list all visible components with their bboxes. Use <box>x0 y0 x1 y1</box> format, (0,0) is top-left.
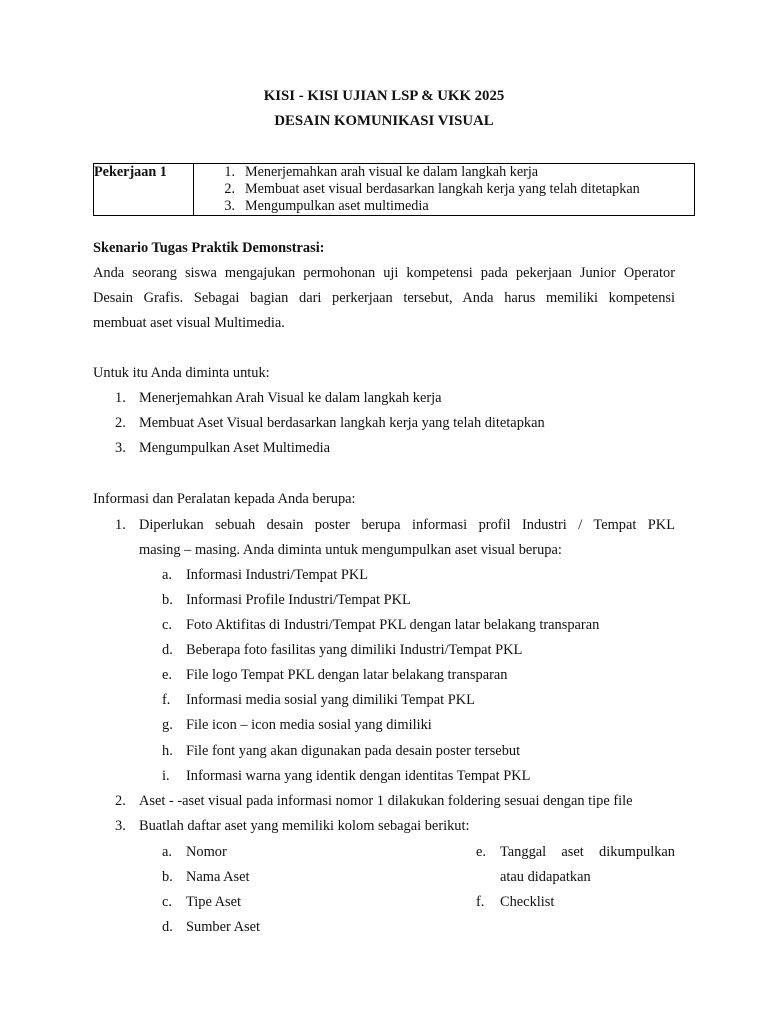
info-number: 1. <box>115 517 126 533</box>
column-text: atau didapatkan <box>500 869 591 885</box>
column-letter: b. <box>162 869 173 885</box>
column-letter: f. <box>476 894 485 910</box>
subitem-letter: h. <box>162 743 173 759</box>
task-number: 1. <box>115 390 126 406</box>
subitem-text: Beberapa foto fasilitas yang dimiliki Industri/Tempat PKL <box>186 642 523 658</box>
subitem-text: File font yang akan digunakan pada desain poster tersebut <box>186 743 521 759</box>
column-text: Tipe Aset <box>186 894 242 910</box>
job-item-text: Mengumpulkan aset multimedia <box>245 198 429 214</box>
column-text: Sumber Aset <box>186 919 260 935</box>
job-item <box>194 198 694 215</box>
job-item <box>194 181 694 198</box>
subitem-text: Informasi Profile Industri/Tempat PKL <box>186 592 411 608</box>
column-text: Nomor <box>186 844 227 860</box>
info-number: 3. <box>115 818 126 834</box>
job-item-number: 3. <box>224 198 235 214</box>
column-text: Nama Aset <box>186 869 250 885</box>
job-item-number: 1. <box>224 164 235 180</box>
column-text: Tanggal aset dikumpulkan <box>500 844 675 860</box>
task-number: 3. <box>115 440 126 456</box>
task-number: 2. <box>115 415 126 431</box>
info-text: Buatlah daftar aset yang memiliki kolom sebagai berikut: <box>139 818 470 834</box>
job-item-text: Menerjemahkan arah visual ke dalam langkah kerja <box>245 164 539 180</box>
subitem-letter: c. <box>162 617 172 633</box>
subitem-text: File icon – icon media sosial yang dimiliki <box>186 717 432 733</box>
subitem-letter: b. <box>162 592 173 608</box>
task-text: Membuat Aset Visual berdasarkan langkah kerja yang telah ditetapkan <box>139 415 545 431</box>
subitem-text: Foto Aktifitas di Industri/Tempat PKL dengan latar belakang transparan <box>186 617 600 633</box>
task-text: Mengumpulkan Aset Multimedia <box>139 440 331 456</box>
column-letter: c. <box>162 894 172 910</box>
scenario-line: Desain Grafis. Sebagai bagian dari perkerjaan tersebut, Anda harus memiliki kompetensi <box>93 290 675 306</box>
column-letter: a. <box>162 844 172 860</box>
subitem-text: Informasi media sosial yang dimiliki Tempat PKL <box>186 692 475 708</box>
subitem-letter: i. <box>162 768 170 784</box>
document-subtitle: DESAIN KOMUNIKASI VISUAL <box>274 113 494 129</box>
scenario-line: Anda seorang siswa mengajukan permohonan uji kompetensi pada pekerjaan Junior Operator <box>93 265 675 281</box>
column-letter: e. <box>476 844 486 860</box>
subitem-letter: a. <box>162 567 172 583</box>
job-item <box>194 164 694 181</box>
info-text: Aset - -aset visual pada informasi nomor 1 dilakukan foldering sesuai dengan tipe file <box>139 793 633 809</box>
column-letter: d. <box>162 919 173 935</box>
info-text: masing – masing. Anda diminta untuk mengumpulkan aset visual berupa: <box>139 542 562 558</box>
job-item-number: 2. <box>224 181 235 197</box>
document-title: KISI - KISI UJIAN LSP & UKK 2025 <box>263 88 505 104</box>
job-item-text: Membuat aset visual berdasarkan langkah kerja yang telah ditetapkan <box>245 181 640 197</box>
tasks-intro: Untuk itu Anda diminta untuk: <box>93 365 270 381</box>
subitem-letter: e. <box>162 667 172 683</box>
info-intro: Informasi dan Peralatan kepada Anda berupa: <box>93 491 356 507</box>
job-label: Pekerjaan 1 <box>94 164 194 216</box>
info-number: 2. <box>115 793 126 809</box>
column-text: Checklist <box>500 894 555 910</box>
subitem-text: Informasi warna yang identik dengan identitas Tempat PKL <box>186 768 531 784</box>
subitem-text: Informasi Industri/Tempat PKL <box>186 567 369 583</box>
scenario-heading: Skenario Tugas Praktik Demonstrasi: <box>93 240 325 256</box>
subitem-text: File logo Tempat PKL dengan latar belakang transparan <box>186 667 508 683</box>
job-table <box>93 163 695 216</box>
subitem-letter: d. <box>162 642 173 658</box>
scenario-line: membuat aset visual Multimedia. <box>93 315 285 331</box>
subitem-letter: g. <box>162 717 173 733</box>
subitem-letter: f. <box>162 692 171 708</box>
task-text: Menerjemahkan Arah Visual ke dalam langkah kerja <box>139 390 442 406</box>
job-items <box>194 164 695 216</box>
info-text: Diperlukan sebuah desain poster berupa informasi profil Industri / Tempat PKL <box>139 517 675 533</box>
